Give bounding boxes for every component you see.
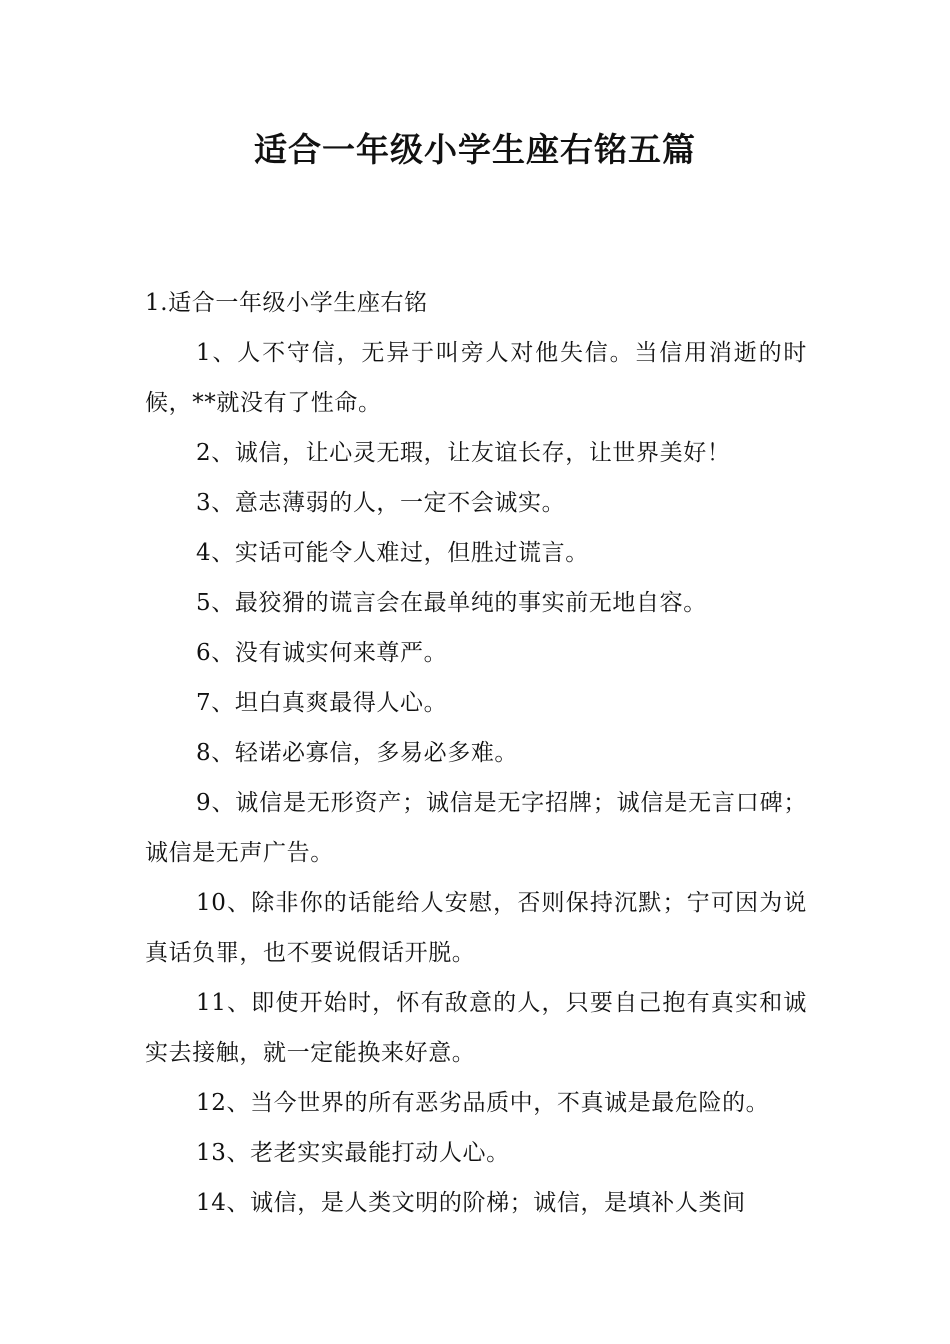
motto-item: 13、老老实实最能打动人心。 xyxy=(196,1140,510,1166)
motto-item: 14、诚信，是人类文明的阶梯；诚信，是填补人类间 xyxy=(196,1190,746,1216)
motto-item: 10、除非你的话能给人安慰，否则保持沉默；宁可因为说真话负罪，也不要说假话开脱。 xyxy=(145,890,807,966)
motto-item: 3、意志薄弱的人，一定不会诚实。 xyxy=(196,490,566,516)
motto-item: 6、没有诚实何来尊严。 xyxy=(196,640,448,666)
motto-item: 2、诚信，让心灵无瑕，让友谊长存，让世界美好！ xyxy=(196,440,731,466)
motto-item: 1、人不守信，无异于叫旁人对他失信。当信用消逝的时候，**就没有了性命。 xyxy=(145,340,807,416)
motto-item: 8、轻诺必寡信，多易必多难。 xyxy=(196,740,519,766)
section-heading: 1.适合一年级小学生座右铭 xyxy=(145,290,428,316)
motto-item: 11、即使开始时，怀有敌意的人，只要自己抱有真实和诚实去接触，就一定能换来好意。 xyxy=(145,990,807,1066)
motto-item: 5、最狡猾的谎言会在最单纯的事实前无地自容。 xyxy=(196,590,707,616)
motto-item: 4、实话可能令人难过，但胜过谎言。 xyxy=(196,540,589,566)
document-title: 适合一年级小学生座右铭五篇 xyxy=(254,130,696,169)
motto-item: 7、坦白真爽最得人心。 xyxy=(196,690,448,716)
motto-item: 12、当今世界的所有恶劣品质中，不真诚是最危险的。 xyxy=(196,1090,770,1116)
motto-item: 9、诚信是无形资产；诚信是无字招牌；诚信是无言口碑；诚信是无声广告。 xyxy=(145,790,807,866)
document-body xyxy=(145,278,807,1228)
